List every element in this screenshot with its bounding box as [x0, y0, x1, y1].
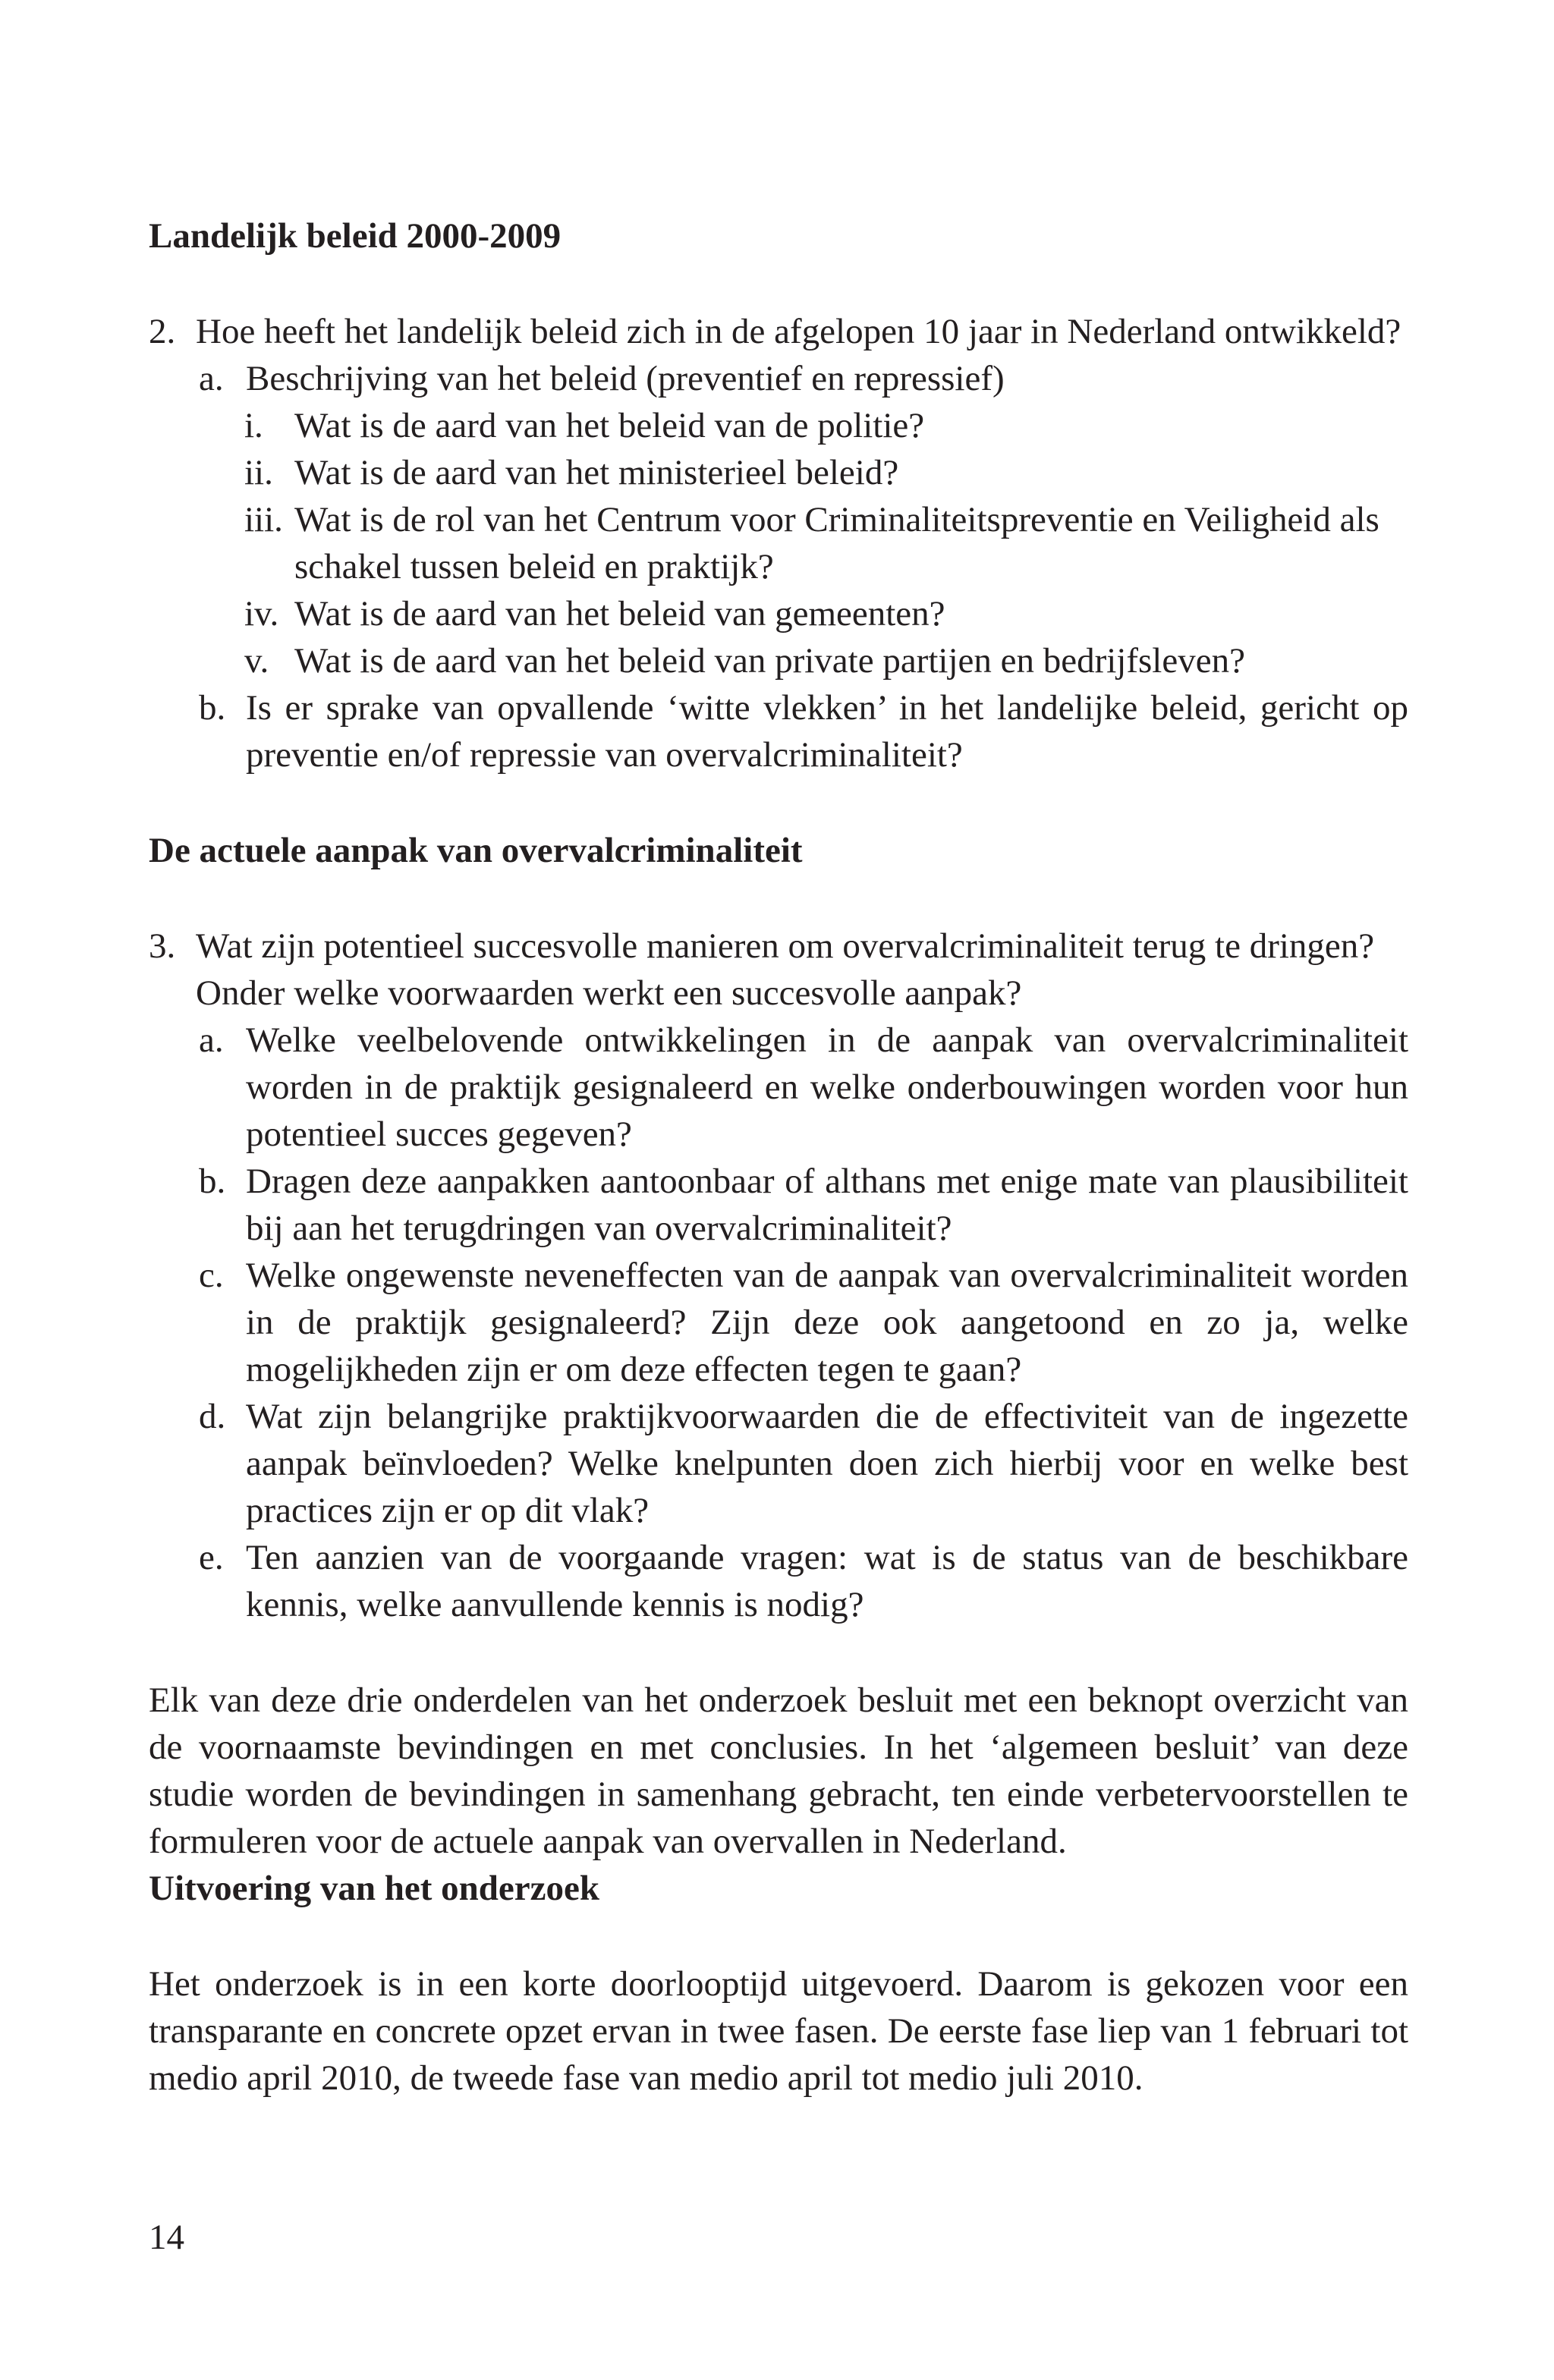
roman-numeral: v.: [244, 641, 269, 681]
roman-numeral: i.: [244, 406, 263, 445]
question-text: Hoe heeft het landelijk beleid zich in de afgelopen 10 jaar in Nederland ontwikkeld?: [196, 312, 1401, 351]
question-3a: [149, 1017, 1408, 1158]
subquestion-letter: b.: [199, 1162, 226, 1201]
roman-numeral: ii.: [244, 453, 273, 492]
subquestion-letter: e.: [199, 1538, 224, 1577]
subquestion-text: Beschrijving van het beleid (preventief en repressief): [246, 359, 1005, 398]
subquestion-letter: a.: [199, 1020, 224, 1060]
subquestion-text: Is er sprake van opvallende ‘witte vlekken’ in het landelijke beleid, gericht op preventie en/of repressie van overvalcriminaliteit?: [246, 688, 1408, 775]
question-3d: [149, 1393, 1408, 1534]
list-item-text: Wat is de aard van het beleid van private partijen en bedrijfsleven?: [294, 641, 1245, 681]
list-item-text: Wat is de aard van het ministerieel beleid?: [294, 453, 899, 492]
subquestion-letter: a.: [199, 359, 224, 398]
roman-numeral: iv.: [244, 594, 279, 634]
question-2a-i: [149, 402, 1408, 449]
subquestion-text: Ten aanzien van de voorgaande vragen: wat is de status van de beschikbare kennis, welke aanvullende kennis is nodig?: [246, 1538, 1408, 1624]
subquestion-letter: b.: [199, 688, 226, 728]
question-2a-iii: [149, 496, 1408, 590]
subquestion-text: Welke ongewenste neveneffecten van de aanpak van overvalcriminaliteit worden in de praktijk gesignaleerd? Zijn deze ook aangetoond en zo ja, welke mogelijkheden zijn er om deze effecten tegen te gaan?: [246, 1256, 1408, 1389]
subquestion-letter: d.: [199, 1397, 226, 1436]
question-2a-iv: [149, 590, 1408, 637]
heading-actuele-aanpak: De actuele aanpak van overvalcriminaliteit: [149, 831, 803, 870]
subquestion-text: Dragen deze aanpakken aantoonbaar of althans met enige mate van plausibiliteit bij aan het terugdringen van overvalcriminaliteit?: [246, 1162, 1408, 1248]
paragraph-uitvoering: Het onderzoek is in een korte doorlooptijd uitgevoerd. Daarom is gekozen voor een transparante en concrete opzet ervan in twee fasen. De eerste fase liep van 1 februari tot medio april 2010, de tweede fase van medio april tot medio juli 2010.: [149, 1964, 1408, 2098]
question-3c: [149, 1252, 1408, 1393]
page-content: [149, 212, 1408, 2102]
question-3: [149, 923, 1408, 1017]
page-number: 14: [149, 2218, 184, 2257]
question-3e: [149, 1534, 1408, 1628]
question-number: 3.: [149, 926, 176, 966]
list-item-text: Wat is de aard van het beleid van gemeenten?: [294, 594, 945, 634]
roman-numeral: iii.: [244, 500, 283, 539]
list-item-text: Wat is de aard van het beleid van de politie?: [294, 406, 925, 445]
question-2a: [149, 355, 1408, 402]
heading-landelijk-beleid: Landelijk beleid 2000-2009: [149, 216, 562, 256]
question-3b: [149, 1158, 1408, 1252]
question-number: 2.: [149, 312, 176, 351]
question-2: [149, 308, 1408, 355]
subquestion-text: Wat zijn belangrijke praktijkvoorwaarden die de effectiviteit van de ingezette aanpak beïnvloeden? Welke knelpunten doen zich hierbij voor en welke best practices zijn er op dit vlak?: [246, 1397, 1408, 1530]
subquestion-text: Welke veelbelovende ontwikkelingen in de aanpak van overvalcriminaliteit worden in de praktijk gesignaleerd en welke onderbouwingen worden voor hun potentieel succes gegeven?: [246, 1020, 1408, 1154]
paragraph-overview: Elk van deze drie onderdelen van het onderzoek besluit met een beknopt overzicht van de voornaamste bevindingen en met conclusies. In het ‘algemeen besluit’ van deze studie worden de bevindingen in samenhang gebracht, ten einde verbetervoorstellen te formuleren voor de actuele aanpak van overvallen in Nederland.: [149, 1680, 1408, 1861]
question-2b: [149, 684, 1408, 778]
list-item-text: Wat is de rol van het Centrum voor Criminaliteitspreventie en Veiligheid als schakel tussen beleid en praktijk?: [294, 500, 1379, 586]
question-text: Wat zijn potentieel succesvolle manieren om overvalcriminaliteit terug te dringen? Onder welke voorwaarden werkt een succesvolle aanpak?: [196, 926, 1375, 1013]
question-2a-ii: [149, 449, 1408, 496]
question-2a-v: [149, 637, 1408, 684]
subquestion-letter: c.: [199, 1256, 224, 1295]
heading-uitvoering: Uitvoering van het onderzoek: [149, 1869, 599, 1908]
